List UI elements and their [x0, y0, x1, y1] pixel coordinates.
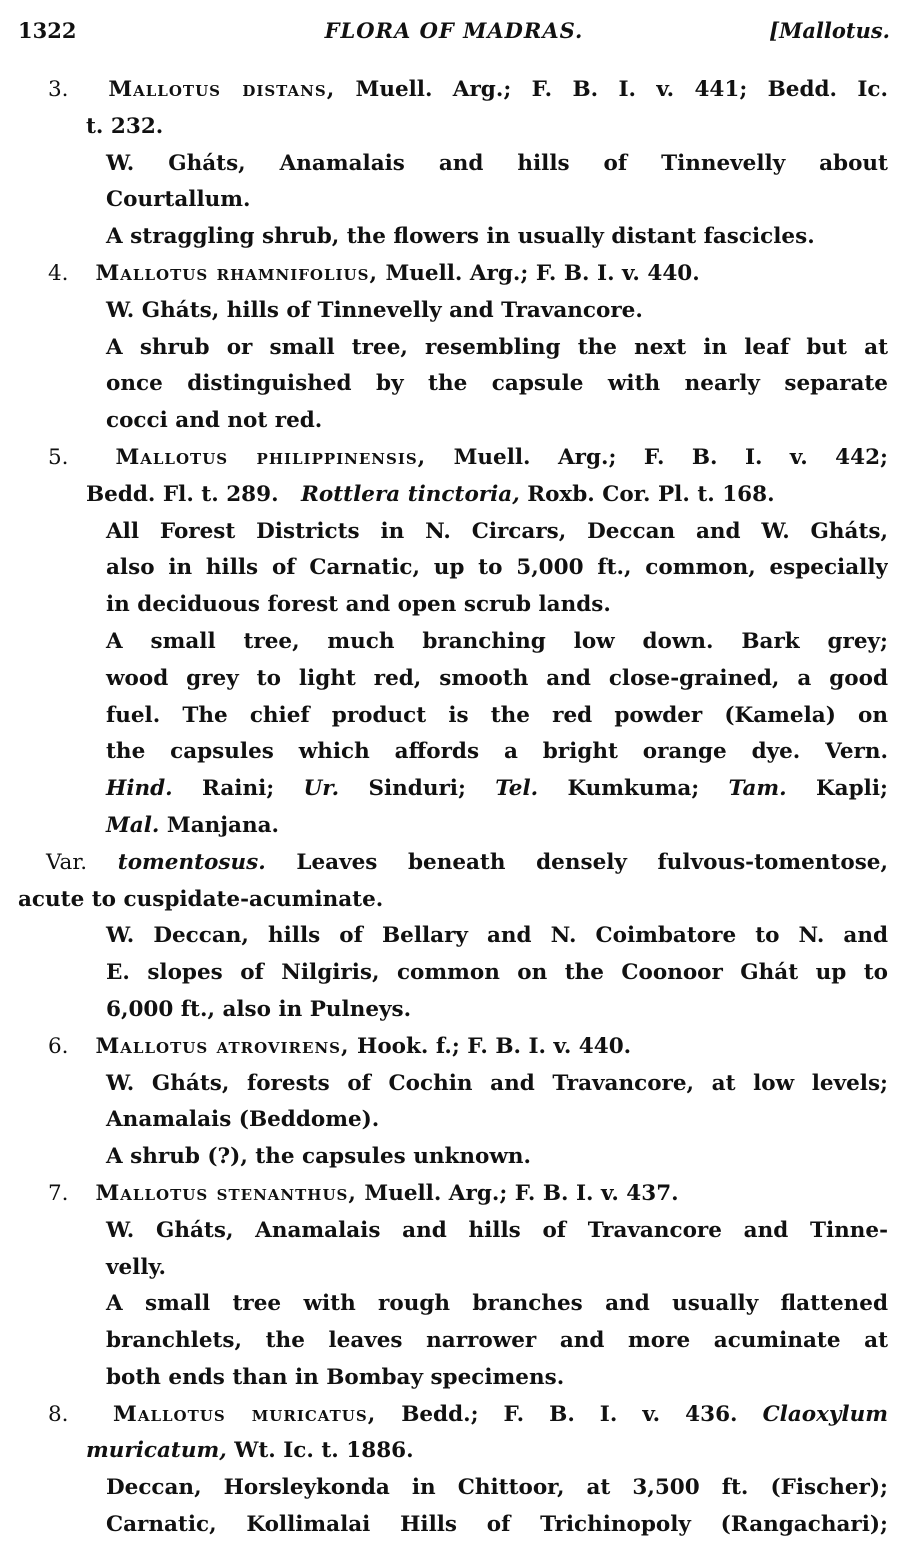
species-entry: [18, 1176, 888, 1397]
habitat-line: W. Gháts, Anamalais and hills of Tinnevelly about: [106, 150, 888, 176]
habitat-line: W. Gháts, forests of Cochin and Travancore, at low levels;: [106, 1070, 888, 1096]
section-heading: [Mallotus.: [769, 18, 890, 43]
synonym: muricatum,: [86, 1438, 227, 1464]
habitat-line: in deciduous forest and open scrub lands.: [106, 592, 611, 618]
description-line: A shrub (?), the capsules unknown.: [106, 1144, 532, 1170]
vernacular-names: Mal. Manjana.: [106, 812, 280, 838]
entry-heading: 8. Mallotus muricatus, Bedd.; F. B. I. v. 436. Claoxylum: [48, 1401, 888, 1427]
page-number: 1322: [18, 18, 77, 43]
description-line: wood grey to light red, smooth and close-grained, a good: [106, 665, 888, 691]
variety-name: tomentosus.: [117, 849, 266, 875]
reference: Hook. f.; F. B. I. v. 440.: [357, 1033, 632, 1059]
reference: Muell. Arg.; F. B. I. v. 442;: [453, 444, 888, 470]
description-line: A small tree, much branching low down. Bark grey;: [106, 628, 888, 654]
habitat-line: Deccan, Horsleykonda in Chittoor, at 3,500 ft. (Fischer);: [106, 1475, 888, 1501]
species-name: Mallotus distans,: [108, 77, 336, 102]
reference: Muell. Arg.; F. B. I. v. 441; Bedd. Ic.: [355, 77, 888, 102]
synonym: Claoxylum: [762, 1401, 888, 1427]
variety-description: acute to cuspidate-acuminate.: [18, 886, 384, 912]
species-name: Mallotus atrovirens,: [95, 1033, 350, 1059]
reference: Bedd.; F. B. I. v. 436.: [401, 1401, 738, 1427]
description-line: branchlets, the leaves narrower and more acuminate at: [106, 1328, 888, 1354]
description-line: once distinguished by the capsule with nearly separate: [106, 371, 888, 397]
habitat-line: W. Gháts, Anamalais and hills of Travancore and Tinne-: [106, 1217, 888, 1243]
species-entry: [18, 1029, 888, 1176]
habitat-line: velly.: [106, 1254, 167, 1280]
page-body: [18, 72, 888, 1544]
running-title: FLORA OF MADRAS.: [324, 18, 584, 43]
species-entry: [18, 1397, 888, 1544]
entry-heading: 7. Mallotus stenanthus, Muell. Arg.; F. B. I. v. 437.: [48, 1180, 679, 1206]
habitat-line: Courtallum.: [106, 187, 251, 213]
entry-heading: 3. Mallotus distans, Muell. Arg.; F. B. I. v. 441; Bedd. Ic.: [48, 77, 888, 102]
habitat-line: All Forest Districts in N. Circars, Deccan and W. Gháts,: [106, 518, 888, 544]
page-header: [18, 14, 890, 50]
description-line: the capsules which affords a bright orange dye. Vern.: [106, 739, 888, 765]
description-line: fuel. The chief product is the red powder (Kamela) on: [106, 702, 888, 728]
reference-continued: muricatum, Wt. Ic. t. 1886.: [86, 1438, 414, 1464]
vernacular-names: Hind. Raini; Ur. Sinduri; Tel. Kumkuma; Tam. Kapli;: [106, 776, 888, 802]
entry-heading: 6. Mallotus atrovirens, Hook. f.; F. B. I. v. 440.: [48, 1033, 632, 1059]
reference-continued: Bedd. Fl. t. 289. Rottlera tinctoria, Roxb. Cor. Pl. t. 168.: [86, 481, 775, 507]
entry-heading: 4. Mallotus rhamnifolius, Muell. Arg.; F. B. I. v. 440.: [48, 260, 700, 286]
habitat-line: 6,000 ft., also in Pulneys.: [106, 996, 412, 1022]
description-line: A straggling shrub, the flowers in usually distant fascicles.: [106, 224, 815, 250]
species-entry: [18, 72, 888, 256]
habitat-line: Anamalais (Beddome).: [106, 1107, 380, 1133]
habitat-line: E. slopes of Nilgiris, common on the Coonoor Ghát up to: [106, 960, 888, 986]
habitat-line: also in hills of Carnatic, up to 5,000 ft., common, especially: [106, 555, 888, 581]
species-name: Mallotus philippinensis,: [115, 444, 427, 470]
species-name: Mallotus muricatus,: [113, 1401, 377, 1427]
species-entry: [18, 256, 888, 440]
description-line: both ends than in Bombay specimens.: [106, 1364, 565, 1390]
species-name: Mallotus stenanthus,: [95, 1180, 357, 1206]
species-entry: [18, 440, 888, 1029]
synonym: Rottlera tinctoria,: [301, 481, 520, 507]
habitat-line: W. Gháts, hills of Tinnevelly and Travancore.: [106, 297, 643, 323]
entry-heading: 5. Mallotus philippinensis, Muell. Arg.; F. B. I. v. 442;: [48, 444, 888, 470]
species-name: Mallotus rhamnifolius,: [95, 260, 378, 286]
habitat-line: W. Deccan, hills of Bellary and N. Coimbatore to N. and: [106, 923, 888, 949]
habitat-line: Carnatic, Kollimalai Hills of Trichinopoly (Rangachari);: [106, 1512, 888, 1538]
description-line: A shrub or small tree, resembling the next in leaf but at: [106, 334, 888, 360]
reference: Muell. Arg.; F. B. I. v. 437.: [364, 1180, 679, 1206]
description-line: A small tree with rough branches and usually flattened: [106, 1291, 888, 1317]
description-line: cocci and not red.: [106, 408, 323, 434]
reference-continued: t. 232.: [86, 113, 164, 139]
reference: Muell. Arg.; F. B. I. v. 440.: [385, 260, 700, 286]
variety-heading: Var. tomentosus. Leaves beneath densely fulvous-tomentose,: [46, 849, 888, 875]
